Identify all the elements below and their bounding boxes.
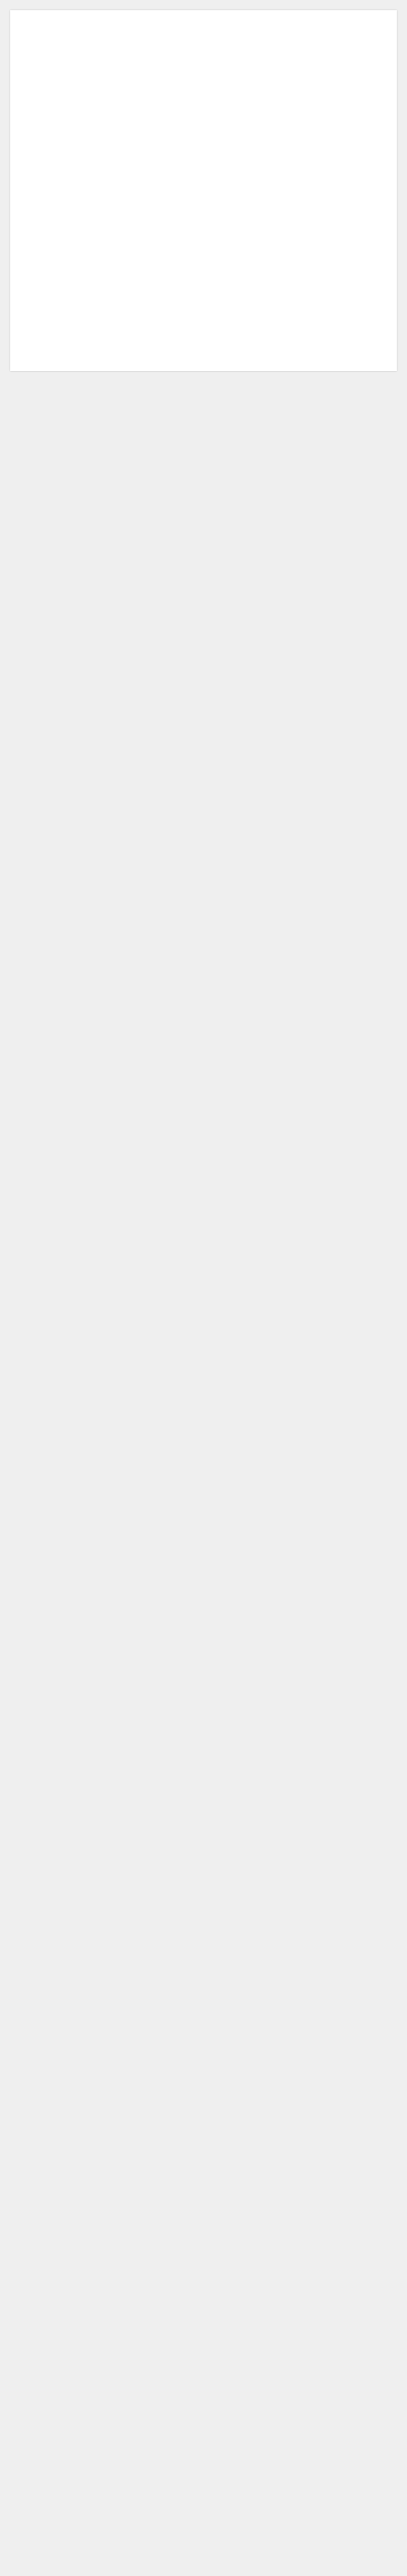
book-page <box>10 10 397 371</box>
